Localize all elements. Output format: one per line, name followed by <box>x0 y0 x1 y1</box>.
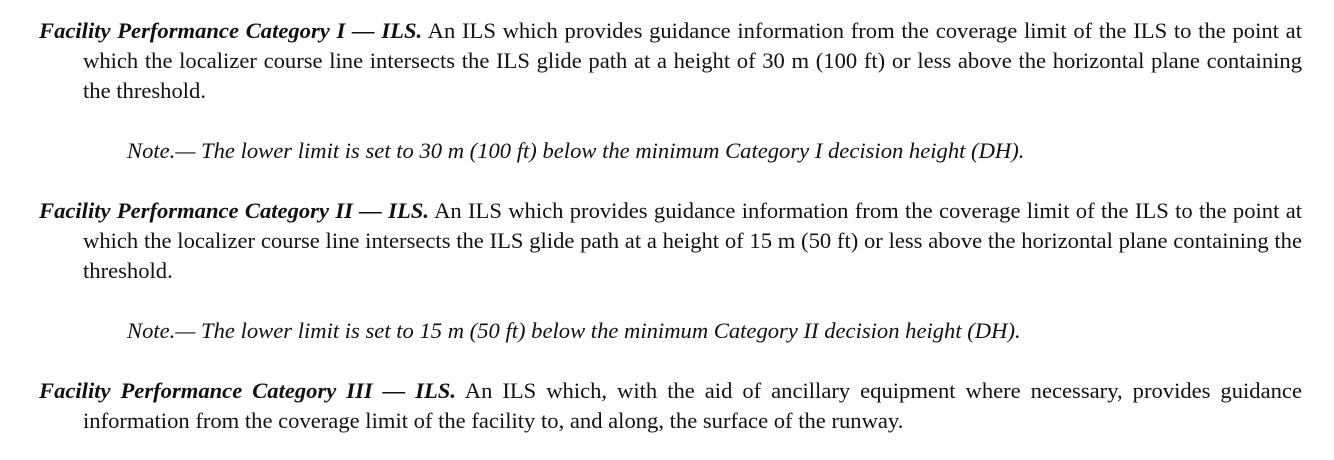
definition-term: Facility Performance Category I — ILS. <box>39 18 423 43</box>
definition-category-3 <box>39 376 1302 436</box>
note-category-1: Note.— The lower limit is set to 30 m (100 ft) below the minimum Category I decision height (DH). <box>127 138 1025 163</box>
definition-category-2 <box>39 196 1302 286</box>
definition-category-1 <box>39 16 1302 106</box>
definition-term: Facility Performance Category II — ILS. <box>39 198 429 223</box>
note-category-2: Note.— The lower limit is set to 15 m (50 ft) below the minimum Category II decision height (DH). <box>127 318 1021 343</box>
definition-body: An ILS which provides guidance information from the coverage limit of the ILS to the point at which the localizer course line intersects the ILS glide path at a height of 30 m (100 ft) or less above the horizontal plane containing the threshold. <box>83 18 1302 103</box>
definition-term: Facility Performance Category III — ILS. <box>39 378 457 403</box>
definition-body: An ILS which, with the aid of ancillary equipment where necessary, provides guidance information from the coverage limit of the facility to, and along, the surface of the runway. <box>83 378 1302 433</box>
definition-body: An ILS which provides guidance information from the coverage limit of the ILS to the point at which the localizer course line intersects the ILS glide path at a height of 15 m (50 ft) or less above the horizontal plane containing the threshold. <box>83 198 1302 283</box>
